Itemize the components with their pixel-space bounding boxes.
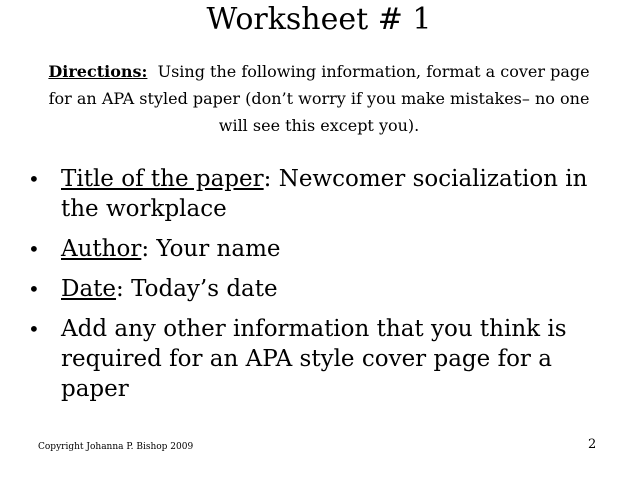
directions-label: Directions: — [48, 62, 148, 81]
bullet-text: : Today’s date — [116, 276, 278, 302]
directions-paragraph — [40, 58, 598, 139]
bullet-term: Date — [61, 276, 117, 302]
bullet-dot: • — [28, 167, 40, 191]
bullet-term: Title of the paper — [61, 166, 264, 192]
bullet-author — [24, 234, 614, 264]
bullet-dot: • — [28, 237, 40, 261]
copyright-footer: Copyright Johanna P. Bishop 2009 — [38, 442, 194, 452]
bullet-title-of-paper — [24, 164, 614, 224]
bullet-date — [24, 274, 614, 304]
bullet-text: : Your name — [141, 236, 281, 262]
bullet-dot: • — [28, 277, 40, 301]
bullet-dot: • — [28, 317, 40, 341]
bullet-other-info — [24, 314, 614, 404]
info-bullet-list — [24, 164, 614, 414]
directions-text: Using the following information, format a cover page for an APA styled paper (don’t worry if you make mistakes– no one will see this except you). — [48, 62, 590, 135]
bullet-text: : Newcomer socialization in the workplace — [61, 166, 588, 222]
bullet-text: Add any other information that you think is required for an APA style cover page for a paper — [61, 316, 567, 402]
page-number: 2 — [588, 437, 597, 452]
worksheet-title: Worksheet # 1 — [206, 2, 432, 37]
bullet-term: Author — [61, 236, 142, 262]
